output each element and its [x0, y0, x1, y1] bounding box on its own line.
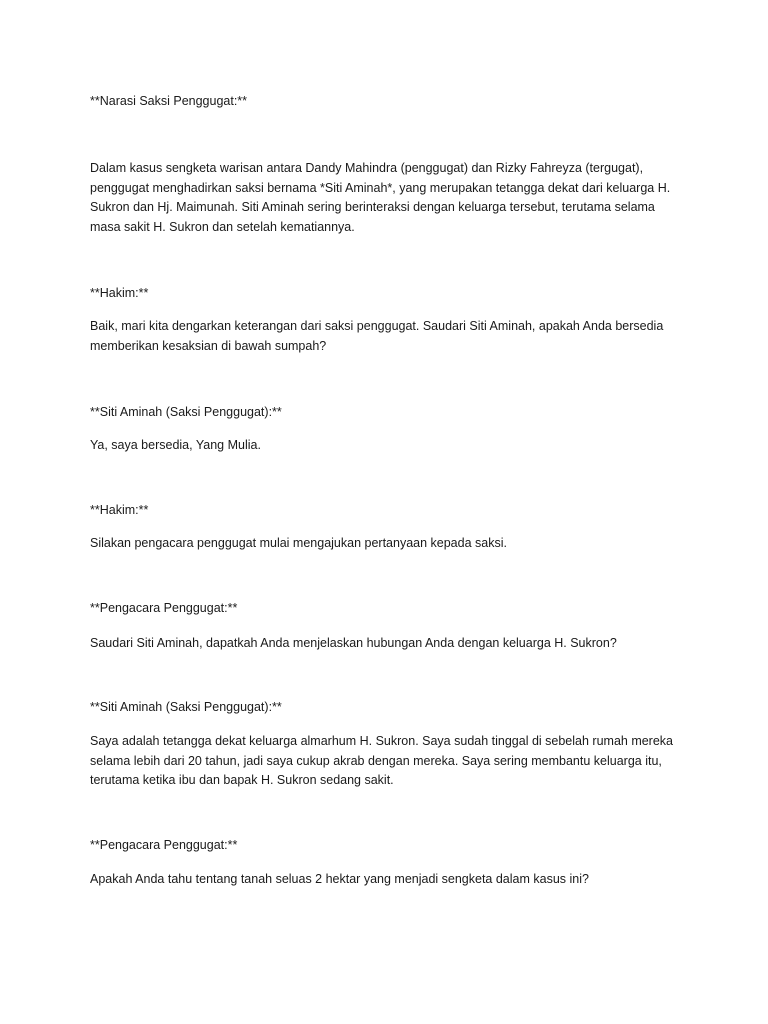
- speaker-saksi-1: **Siti Aminah (Saksi Penggugat):**: [90, 405, 282, 419]
- pengacara-1-line-1: Saudari Siti Aminah, dapatkah Anda menjelaskan hubungan Anda dengan keluarga H. Sukron?: [90, 636, 617, 650]
- heading-narasi: **Narasi Saksi Penggugat:**: [90, 94, 248, 108]
- speaker-pengacara-1: **Pengacara Penggugat:**: [90, 601, 238, 615]
- speaker-pengacara-2: **Pengacara Penggugat:**: [90, 838, 238, 852]
- saksi-2-line-3: terutama ketika ibu dan bapak H. Sukron sedang sakit.: [90, 773, 394, 787]
- intro-line-1: Dalam kasus sengketa warisan antara Dandy Mahindra (penggugat) dan Rizky Fahreyza (tergugat),: [90, 161, 644, 175]
- intro-line-2: penggugat menghadirkan saksi bernama *Siti Aminah*, yang merupakan tetangga dekat dari keluarga H.: [90, 180, 671, 195]
- saksi-2-line-1: Saya adalah tetangga dekat keluarga almarhum H. Sukron. Saya sudah tinggal di sebelah rumah mereka: [90, 734, 673, 748]
- hakim-1-line-1: Baik, mari kita dengarkan keterangan dari saksi penggugat. Saudari Siti Aminah, apakah Anda bersedia: [90, 319, 664, 333]
- intro-line-3: Sukron dan Hj. Maimunah. Siti Aminah sering berinteraksi dengan keluarga tersebut, terutama selama: [90, 200, 655, 214]
- speaker-hakim-1: **Hakim:**: [90, 286, 149, 300]
- hakim-1-line-2: memberikan kesaksian di bawah sumpah?: [90, 338, 327, 353]
- pengacara-2-line-1: Apakah Anda tahu tentang tanah seluas 2 hektar yang menjadi sengketa dalam kasus ini?: [90, 872, 589, 886]
- saksi-2-line-2: selama lebih dari 20 tahun, jadi saya cukup akrab dengan mereka. Saya sering membantu keluarga itu,: [90, 753, 662, 768]
- speaker-hakim-2: **Hakim:**: [90, 503, 149, 517]
- speaker-saksi-2: **Siti Aminah (Saksi Penggugat):**: [90, 700, 282, 714]
- intro-line-4: masa sakit H. Sukron dan setelah kematiannya.: [90, 219, 355, 234]
- saksi-1-line-1: Ya, saya bersedia, Yang Mulia.: [90, 438, 261, 452]
- hakim-2-line-1: Silakan pengacara penggugat mulai mengajukan pertanyaan kepada saksi.: [90, 536, 507, 550]
